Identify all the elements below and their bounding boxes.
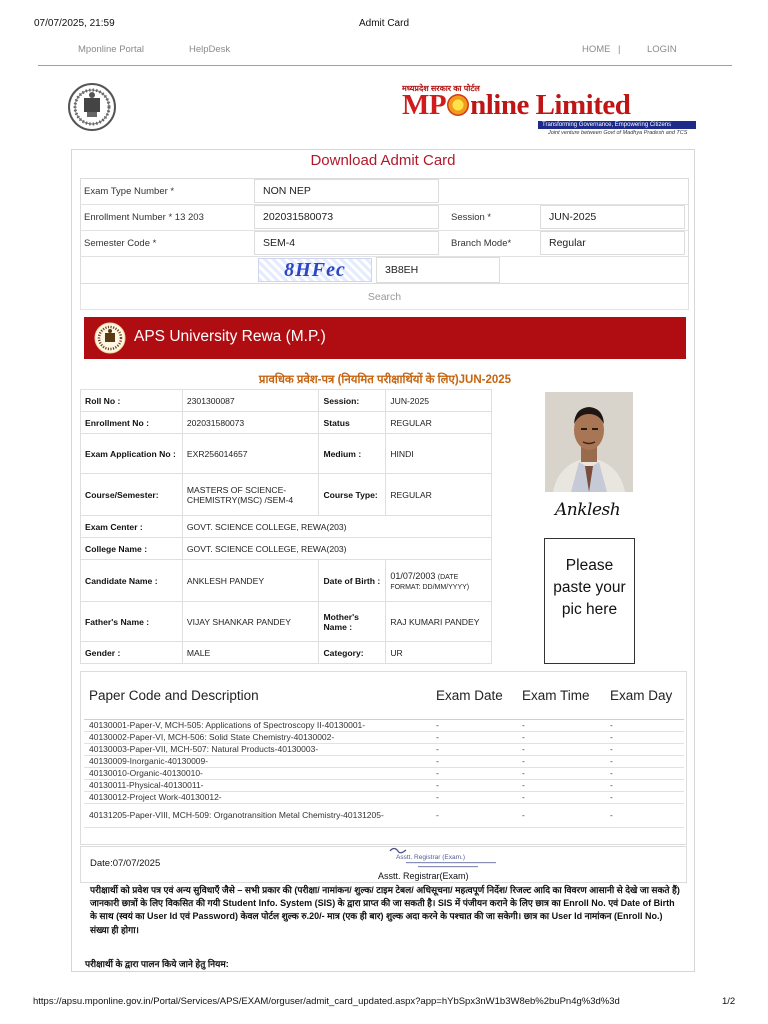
dob-label: Date of Birth : — [319, 560, 386, 602]
paper-date: - — [431, 779, 517, 791]
status-label: Status — [319, 412, 386, 434]
roll-no-value: 2301300087 — [182, 390, 319, 412]
paper-desc: 40130009-Inorganic-40130009- — [84, 755, 431, 767]
university-name: APS University Rewa (M.P.) — [134, 328, 326, 345]
paper-date: - — [431, 719, 517, 731]
paper-time: - — [517, 731, 605, 743]
candidate-signature: Anklesh — [555, 500, 621, 520]
paper-date: - — [431, 791, 517, 803]
enrollment-no-label: Enrollment No : — [81, 412, 183, 434]
nav-divider — [38, 65, 732, 66]
rules-heading: परीक्षार्थी के द्वारा पालन किये जाने हेतु नियम: — [85, 959, 229, 969]
session-select[interactable]: JUN-2025 — [540, 205, 685, 229]
paper-row — [84, 791, 684, 803]
mother-name-label: Mother's Name : — [319, 602, 386, 642]
paper-date: - — [431, 767, 517, 779]
captcha-image: 8HFec — [258, 258, 372, 282]
paper-day: - — [605, 755, 684, 767]
application-no-label: Exam Application No : — [81, 434, 183, 474]
paper-desc: 40130012-Project Work-40130012- — [84, 791, 431, 803]
semester-label: Semester Code * — [84, 238, 157, 249]
course-label: Course/Semester: — [81, 474, 183, 516]
nav-separator: | — [618, 44, 621, 55]
college-name-value: GOVT. SCIENCE COLLEGE, REWA(203) — [182, 538, 491, 560]
branch-select[interactable]: Regular — [540, 231, 685, 255]
paper-row — [84, 755, 684, 767]
paper-day: - — [605, 791, 684, 803]
nav-mponline-portal[interactable]: Mponline Portal — [78, 44, 145, 55]
exam-time-header: Exam Time — [517, 673, 605, 719]
dob-format: (DATE FORMAT: DD/MM/YYYY) — [390, 573, 470, 591]
paper-row — [84, 779, 684, 791]
exam-center-value: GOVT. SCIENCE COLLEGE, REWA(203) — [182, 516, 491, 538]
paper-row — [84, 803, 684, 827]
paper-row — [84, 731, 684, 743]
dob-value: 01/07/2003 — [390, 570, 436, 581]
college-name-label: College Name : — [81, 538, 183, 560]
admit-card-hindi-title: प्रावधिक प्रवेश-पत्र (नियमित परीक्षार्थियों के लिए)JUN-2025 — [258, 374, 512, 386]
father-name-label: Father's Name : — [81, 602, 183, 642]
paper-row — [84, 743, 684, 755]
paper-day: - — [605, 803, 684, 827]
paper-row — [84, 767, 684, 779]
semester-select[interactable]: SEM-4 — [254, 231, 439, 255]
course-type-value: REGULAR — [386, 474, 492, 516]
paper-desc: 40130011-Physical-40130011- — [84, 779, 431, 791]
logo-joint-venture: Joint venture between Govt of Madhya Pradesh and TCS — [548, 130, 688, 136]
paper-day: - — [605, 767, 684, 779]
session-info-value: JUN-2025 — [386, 390, 492, 412]
print-datetime: 07/07/2025, 21:59 — [34, 18, 115, 29]
exam-type-select[interactable]: NON NEP — [254, 179, 439, 203]
branch-label: Branch Mode* — [451, 238, 512, 249]
paper-day: - — [605, 719, 684, 731]
nav-home[interactable]: HOME — [582, 44, 611, 55]
exam-date-header: Exam Date — [431, 673, 517, 719]
paper-date: - — [431, 803, 517, 827]
sis-notice: परीक्षार्थी को प्रवेश पत्र एवं अन्य सुविधाएँ जैसे – सभी प्रकार की (परीक्षा/ नामांकन/ शुल्क/ टाइम टेबल/ अधिसूचना/ महत्वपूर्ण निर्देश/ रिजल्ट आदि का विवरण आसानी से देखे जा सकते हैं) जानकारी छात्रों के लिए विकसित की गयी Student Info. System (SIS) के द्वारा प्राप्त की जा सकती है। SIS में पंजीयन कराने के लिए छात्र का Enroll No. एवं Date of Birth के साथ (स्वयं का User Id एवं Password) केवल पोर्टल शुल्क रु.20/- मात्र (एक ही बार) शुल्क अदा करने के पश्चात की जा सकेगी। छात्र का User Id नामांकन (Enroll No.) संख्या ही होगा। — [90, 885, 680, 935]
course-value: MASTERS OF SCIENCE-CHEMISTRY(MSC) /SEM-4 — [182, 474, 319, 516]
footer-url: https://apsu.mponline.gov.in/Portal/Services/APS/EXAM/orguser/admit_card_updated.aspx?app=hYbSpx3nW1b3W8eb%2buPn4g%3d%3d — [33, 996, 620, 1007]
university-seal-icon — [94, 322, 126, 354]
logo-sun-icon — [447, 94, 469, 116]
paper-desc: 40130010-Organic-40130010- — [84, 767, 431, 779]
roll-no-label: Roll No : — [81, 390, 183, 412]
application-no-value: EXR256014657 — [182, 434, 319, 474]
captcha-input[interactable]: 3B8EH — [376, 257, 500, 283]
enrollment-no-value: 202031580073 — [182, 412, 319, 434]
enrollment-input[interactable]: 202031580073 — [254, 205, 439, 229]
paper-time: - — [517, 791, 605, 803]
paper-desc: 40131205-Paper-VIII, MCH-509: Organotransition Metal Chemistry-40131205- — [84, 803, 431, 827]
university-emblem-icon — [67, 82, 117, 132]
candidate-photo — [545, 392, 633, 492]
father-name-value: VIJAY SHANKAR PANDEY — [182, 602, 319, 642]
paper-date: - — [431, 755, 517, 767]
course-type-label: Course Type: — [319, 474, 386, 516]
paper-time: - — [517, 743, 605, 755]
gender-label: Gender : — [81, 642, 183, 664]
logo-brand-mp: MP — [402, 89, 447, 121]
paper-desc: 40130001-Paper-V, MCH-505: Applications of Spectroscopy II-40130001- — [84, 719, 431, 731]
paper-time: - — [517, 719, 605, 731]
search-button[interactable]: Search — [80, 284, 689, 310]
exam-type-label: Exam Type Number * — [84, 186, 175, 197]
paper-day: - — [605, 743, 684, 755]
paper-day: - — [605, 779, 684, 791]
candidate-name-label: Candidate Name : — [81, 560, 183, 602]
paper-date: - — [431, 743, 517, 755]
paper-row — [84, 719, 684, 731]
registrar-stamp-icon — [378, 845, 508, 871]
paper-date: - — [431, 731, 517, 743]
logo-tagline: Transforming Governance, Empowering Citizens — [538, 121, 696, 129]
download-admit-card-title: Download Admit Card — [310, 152, 456, 169]
issue-date: Date:07/07/2025 — [90, 858, 161, 869]
paper-code-header: Paper Code and Description — [84, 673, 431, 719]
medium-value: HINDI — [386, 434, 492, 474]
stamp-text: Asstt. Registrar (Exam.) — [396, 854, 465, 861]
medium-label: Medium : — [319, 434, 386, 474]
dob-cell — [386, 560, 492, 602]
paper-time: - — [517, 755, 605, 767]
status-value: REGULAR — [386, 412, 492, 434]
session-label: Session * — [451, 212, 492, 223]
paper-desc: 40130003-Paper-VII, MCH-507: Natural Products-40130003- — [84, 743, 431, 755]
candidate-name-value: ANKLESH PANDEY — [182, 560, 319, 602]
logo-state-text: मध्यप्रदेश सरकार का पोर्टल — [402, 84, 480, 93]
category-value: UR — [386, 642, 492, 664]
paper-time: - — [517, 779, 605, 791]
mother-name-value: RAJ KUMARI PANDEY — [386, 602, 492, 642]
print-title: Admit Card — [358, 18, 409, 29]
session-info-label: Session: — [319, 390, 386, 412]
paper-table — [84, 673, 684, 828]
paper-time: - — [517, 803, 605, 827]
paste-photo-box: Please paste your pic here — [544, 538, 635, 664]
footer-page-number: 1/2 — [722, 996, 736, 1007]
nav-helpdesk[interactable]: HelpDesk — [189, 44, 231, 55]
registrar-title: Asstt. Registrar(Exam) — [378, 871, 469, 881]
logo-brand-rest: nline Limited — [470, 89, 631, 121]
gender-value: MALE — [182, 642, 319, 664]
mponline-logo — [402, 89, 630, 122]
candidate-info-table — [80, 389, 492, 664]
enrollment-label: Enrollment Number * 13 203 — [84, 212, 204, 223]
paper-time: - — [517, 767, 605, 779]
exam-center-label: Exam Center : — [81, 516, 183, 538]
nav-login[interactable]: LOGIN — [647, 44, 677, 55]
paper-desc: 40130002-Paper-VI, MCH-506: Solid State Chemistry-40130002- — [84, 731, 431, 743]
exam-day-header: Exam Day — [605, 673, 684, 719]
paper-day: - — [605, 731, 684, 743]
category-label: Category: — [319, 642, 386, 664]
